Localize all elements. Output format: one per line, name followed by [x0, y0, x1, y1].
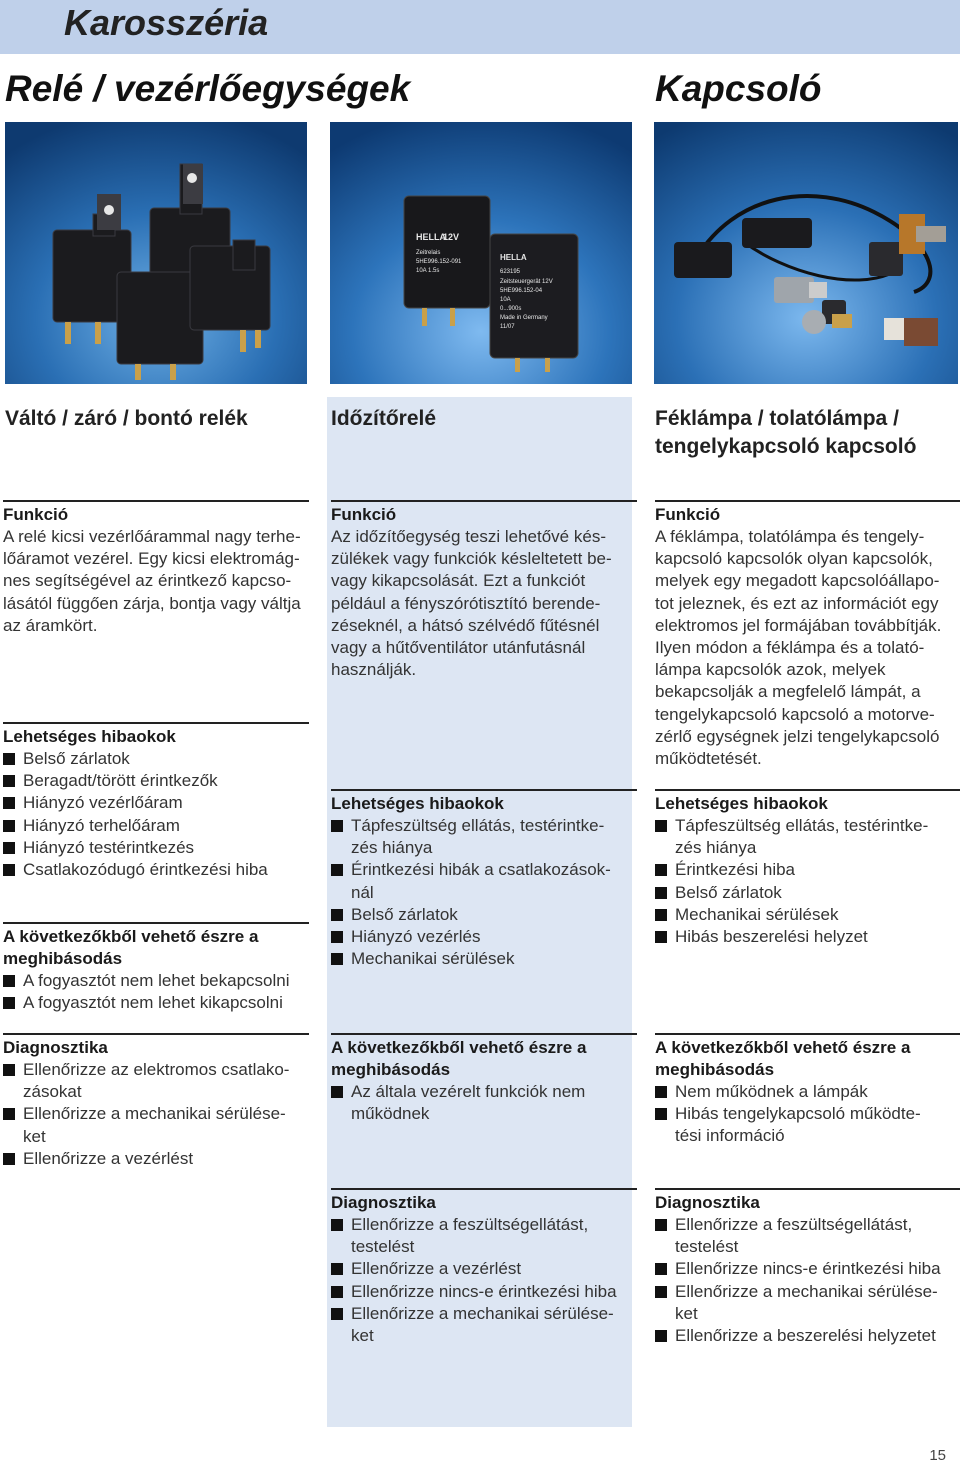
bullet-item-text: Ellenőrizze a vezérlést — [351, 1259, 522, 1279]
function-text-line: tot jeleznek, és ezt az információt egy — [655, 593, 939, 613]
function-text-line: lámpa kapcsolók azok, melyek — [655, 660, 886, 680]
bullet-item-text: testelést — [675, 1237, 739, 1257]
bullet-square-icon — [655, 820, 667, 832]
section-rule — [331, 1188, 637, 1190]
bullet-item — [3, 837, 309, 859]
bullet-square-icon — [3, 753, 15, 765]
category-timer-relay: Időzítőrelé — [331, 407, 437, 430]
bullet-item — [655, 1258, 960, 1280]
bullet-square-icon — [331, 1219, 343, 1231]
bullet-item-text: Beragadt/törött érintkezők — [23, 771, 218, 791]
bullet-item — [3, 1059, 309, 1103]
bullet-square-icon — [655, 1263, 667, 1275]
function-text-line: lőáramot vezérel. Egy kicsi elektromág- — [3, 549, 300, 569]
function-text-line: zülékek vagy funkciók késleltetett be- — [331, 549, 612, 569]
bullet-item-text: zés hiánya — [675, 838, 757, 858]
bullet-square-icon — [3, 842, 15, 854]
bullet-item — [331, 1303, 637, 1347]
bullet-square-icon — [655, 909, 667, 921]
bullet-item — [331, 948, 637, 970]
bullet-item — [655, 1325, 960, 1347]
bullet-item-text: Ellenőrizze a mechanikai sérülése- — [351, 1303, 614, 1323]
page-number: 15 — [929, 1447, 946, 1464]
bullet-item-text: zásokat — [23, 1082, 82, 1102]
section-title-switches: Kapcsoló — [655, 68, 822, 109]
bullet-square-icon — [3, 864, 15, 876]
relay-diagnostics-block — [3, 1033, 309, 1170]
bullet-item-text: nál — [351, 882, 374, 902]
timer-brand-1: HELLA — [416, 232, 446, 242]
section-rule — [655, 1188, 960, 1190]
bullet-list — [655, 815, 960, 948]
timer-label-2-line-5: 0...900s — [500, 306, 522, 312]
bullet-item-text: Hibás tengelykapcsoló működte- — [675, 1104, 921, 1124]
bullet-square-icon — [655, 1330, 667, 1342]
bullet-item — [3, 770, 309, 792]
bullet-item-text: Ellenőrizze a feszültségellátást, — [351, 1215, 589, 1234]
bullet-item — [655, 1103, 960, 1147]
timer-label-2-line-1: 623195 — [500, 269, 521, 275]
block-heading: Diagnosztika — [3, 1038, 108, 1057]
block-heading: Diagnosztika — [655, 1193, 760, 1212]
switch-symptoms-block — [655, 1033, 960, 1148]
bullet-item-text: Ellenőrizze nincs-e érintkezési hiba — [675, 1259, 941, 1279]
switch-function-block — [655, 500, 960, 770]
category-switches — [655, 405, 916, 461]
bullet-item — [3, 748, 309, 770]
section-rule — [331, 789, 637, 791]
bullet-item — [331, 859, 637, 903]
bullet-item — [655, 926, 960, 948]
category-relays: Váltó / záró / bontó relék — [5, 407, 248, 430]
bullet-item-text: tési információ — [675, 1126, 785, 1146]
function-text-line: bekapcsolják a megfelelő lámpát, a — [655, 682, 921, 702]
section-rule — [3, 922, 309, 924]
bullet-item — [3, 859, 309, 881]
bullet-square-icon — [331, 1286, 343, 1298]
bullet-square-icon — [655, 887, 667, 899]
function-text — [331, 526, 637, 681]
bullet-item — [655, 1281, 960, 1325]
bullet-item-text: Ellenőrizze a feszültségellátást, — [675, 1215, 913, 1234]
bullet-item-text: A fogyasztót nem lehet kikapcsolni — [23, 993, 283, 1013]
block-heading: Lehetséges hibaokok — [3, 727, 176, 746]
function-text-line: kapcsoló kapcsolók olyan kapcsolók, — [655, 549, 933, 569]
bullet-list — [3, 748, 309, 881]
timer-label-1-line-1: Zeitrelais — [416, 250, 441, 256]
bullet-item — [655, 815, 960, 859]
function-text-line: Az időzítőegység teszi lehetővé kés- — [331, 527, 606, 546]
relay-symptoms-block — [3, 922, 309, 1014]
function-text-line: tengelykapcsoló kapcsoló a motorve- — [655, 704, 935, 724]
bullet-list — [655, 1214, 960, 1347]
bullet-item-text: Tápfeszültség ellátás, testérintke- — [351, 816, 605, 835]
section-rule — [3, 500, 309, 502]
block-heading: Funkció — [3, 505, 69, 524]
bullet-item — [655, 1081, 960, 1103]
bullet-item-text: testelést — [351, 1237, 415, 1257]
timer-label-2-line-4: 10A — [500, 297, 511, 303]
timer-relay-photo — [330, 122, 632, 384]
page-header: Karosszéria — [64, 2, 269, 43]
block-heading: Lehetséges hibaokok — [655, 794, 828, 813]
bullet-list — [331, 1214, 637, 1347]
bullet-list — [655, 1081, 960, 1148]
bullet-item — [3, 1148, 309, 1170]
bullet-square-icon — [331, 1308, 343, 1320]
block-heading: Funkció — [331, 505, 397, 524]
function-text-line: melyek egy megadott kapcsolóállapo- — [655, 571, 940, 591]
block-heading — [3, 926, 309, 970]
section-rule — [655, 1033, 960, 1035]
bullet-item-text: Hiányzó terhelőáram — [23, 815, 180, 835]
bullet-item-text: Mechanikai sérülések — [351, 949, 515, 969]
bullet-item-text: Belső zárlatok — [675, 882, 782, 902]
block-heading-line: A következőkből vehető észre a — [655, 1038, 911, 1057]
relay-faults-block — [3, 722, 309, 881]
bullet-item-text: Ellenőrizze a mechanikai sérülése- — [23, 1104, 286, 1124]
bullet-item-text: Hiányzó testérintkezés — [23, 837, 195, 857]
function-text-line: az áramkört. — [3, 615, 98, 635]
bullet-list — [3, 1059, 309, 1170]
block-heading — [331, 1037, 637, 1081]
timer-label-1-line-2: 5HE996.152-091 — [416, 259, 462, 265]
bullet-item-text: működnek — [351, 1104, 430, 1124]
bullet-item — [331, 1081, 637, 1125]
function-text-line: lásától függően zárja, bontja vagy váltja — [3, 593, 301, 613]
bullet-item — [3, 815, 309, 837]
bullet-square-icon — [655, 1108, 667, 1120]
bullet-square-icon — [655, 931, 667, 943]
bullet-item — [655, 859, 960, 881]
bullet-item-text: Nem működnek a lámpák — [675, 1082, 868, 1101]
bullet-item-text: Mechanikai sérülések — [675, 904, 839, 924]
timer-label-2-line-6: Made in Germany — [500, 315, 548, 321]
block-heading-line: meghibásodás — [655, 1060, 775, 1079]
bullet-item-text: Hibás beszerelési helyzet — [675, 927, 868, 947]
switch-faults-block — [655, 789, 960, 948]
bullet-square-icon — [655, 1086, 667, 1098]
bullet-item-text: A fogyasztót nem lehet bekapcsolni — [23, 971, 290, 990]
bullet-item-text: Hiányzó vezérlés — [351, 927, 481, 947]
block-heading-line: A következőkből vehető észre a — [3, 927, 259, 946]
function-text-line: nes segítségével az érintkező kapcso- — [3, 571, 292, 591]
block-heading: Lehetséges hibaokok — [331, 794, 504, 813]
bullet-list — [3, 970, 309, 1014]
bullet-item — [3, 970, 309, 992]
function-text-line: A féklámpa, tolatólámpa és tengely- — [655, 527, 925, 546]
section-rule — [331, 1033, 637, 1035]
bullet-item — [331, 1214, 637, 1258]
section-title-relays: Relé / vezérlőegységek — [5, 68, 411, 109]
function-text-line: vagy kikapcsolását. Ezt a funkciót — [331, 571, 586, 591]
timer-diagnostics-block — [331, 1188, 637, 1347]
bullet-square-icon — [331, 820, 343, 832]
bullet-item — [331, 1281, 637, 1303]
block-heading-line: meghibásodás — [331, 1060, 451, 1079]
function-text-line: A relé kicsi vezérlőárammal nagy terhe- — [3, 527, 301, 546]
section-rule — [655, 789, 960, 791]
bullet-item-text: Belső zárlatok — [351, 904, 458, 924]
block-heading: Funkció — [655, 505, 721, 524]
function-text-line: például a fényszórótisztító berende- — [331, 593, 601, 613]
bullet-square-icon — [331, 1263, 343, 1275]
timer-brand-2: HELLA — [500, 253, 527, 262]
bullet-item-text: Érintkezési hibák a csatlakozások- — [351, 860, 611, 880]
function-text-line: zéseknél, a hátsó szélvédő fűtésnél — [331, 615, 600, 635]
bullet-item — [3, 1103, 309, 1147]
function-text-line: zérlő egységnek jelzi tengelykapcsoló — [655, 726, 940, 746]
bullet-item — [331, 1258, 637, 1280]
timer-symptoms-block — [331, 1033, 637, 1125]
bullet-item — [331, 815, 637, 859]
bullet-square-icon — [331, 1086, 343, 1098]
bullet-square-icon — [331, 909, 343, 921]
timer-label-1-line-3: 10A 1.5s — [416, 268, 440, 274]
bullet-square-icon — [3, 1064, 15, 1076]
bullet-square-icon — [655, 1219, 667, 1231]
block-heading-line: A következőkből vehető észre a — [331, 1038, 587, 1057]
bullet-item-text: Belső zárlatok — [23, 749, 130, 768]
section-rule — [331, 500, 637, 502]
timer-label-2-line-3: 5HE996.152-04 — [500, 288, 543, 294]
bullet-item-text: Ellenőrizze a vezérlést — [23, 1148, 194, 1168]
bullet-item-text: Csatlakozódugó érintkezési hiba — [23, 860, 268, 880]
bullet-item — [655, 882, 960, 904]
relay-function-block — [3, 500, 309, 637]
bullet-square-icon — [3, 775, 15, 787]
function-text-line: működtetését. — [655, 749, 762, 769]
bullet-square-icon — [3, 975, 15, 987]
bullet-item-text: Ellenőrizze nincs-e érintkezési hiba — [351, 1281, 617, 1301]
section-rule — [655, 500, 960, 502]
function-text-line: használják. — [331, 660, 417, 680]
timer-label-2-line-2: Zeitsteuergerät 12V — [500, 279, 553, 285]
bullet-square-icon — [3, 820, 15, 832]
timer-function-block — [331, 500, 637, 681]
bullet-item-text: Az általa vezérelt funkciók nem — [351, 1082, 586, 1101]
block-heading-line: meghibásodás — [3, 949, 123, 968]
bullet-item — [331, 904, 637, 926]
bullet-item-text: Hiányzó vezérlőáram — [23, 793, 183, 813]
bullet-item — [331, 926, 637, 948]
bullet-item — [3, 792, 309, 814]
bullet-square-icon — [655, 864, 667, 876]
switch-diagnostics-block — [655, 1188, 960, 1347]
bullet-square-icon — [3, 1108, 15, 1120]
function-text-line: vagy a hűtőventilátor utánfutásnál — [331, 638, 586, 658]
bullet-item-text: Tápfeszültség ellátás, testérintke- — [675, 816, 929, 835]
function-text — [3, 526, 309, 637]
bullet-item — [655, 1214, 960, 1258]
bullet-item-text: Érintkezési hiba — [675, 860, 796, 880]
bullet-item-text: ket — [675, 1303, 698, 1323]
block-heading — [655, 1037, 960, 1081]
bullet-item-text: ket — [351, 1326, 374, 1346]
bullet-square-icon — [3, 997, 15, 1009]
bullet-list — [331, 1081, 637, 1125]
bullet-square-icon — [3, 1153, 15, 1165]
switch-photo — [654, 122, 958, 384]
function-text — [655, 526, 960, 770]
timer-label-2-line-7: 11/07 — [500, 324, 515, 330]
bullet-item — [655, 904, 960, 926]
bullet-item-text: zés hiánya — [351, 838, 433, 858]
bullet-square-icon — [655, 1286, 667, 1298]
bullet-item-text: Ellenőrizze a mechanikai sérülése- — [675, 1281, 938, 1301]
section-rule — [3, 1033, 309, 1035]
timer-voltage-1: 12V — [443, 232, 460, 242]
bullet-item — [3, 992, 309, 1014]
bullet-item-text: Ellenőrizze az elektromos csatlako- — [23, 1060, 290, 1079]
bullet-square-icon — [331, 931, 343, 943]
function-text-line: elektromos jel formájában továbbítják. — [655, 615, 942, 635]
block-heading: Diagnosztika — [331, 1193, 436, 1212]
section-rule — [3, 722, 309, 724]
bullet-square-icon — [331, 953, 343, 965]
relay-photo — [5, 122, 307, 384]
bullet-square-icon — [3, 797, 15, 809]
category-switches-line-1: Féklámpa / tolatólámpa / — [655, 407, 899, 430]
timer-faults-block — [331, 789, 637, 970]
function-text-line: Ilyen módon a féklámpa és a tolató- — [655, 638, 925, 658]
category-switches-line-2: tengelykapcsoló kapcsoló — [655, 435, 917, 458]
bullet-list — [331, 815, 637, 970]
bullet-item-text: Ellenőrizze a beszerelési helyzetet — [675, 1326, 936, 1346]
bullet-square-icon — [331, 864, 343, 876]
bullet-item-text: ket — [23, 1126, 46, 1146]
